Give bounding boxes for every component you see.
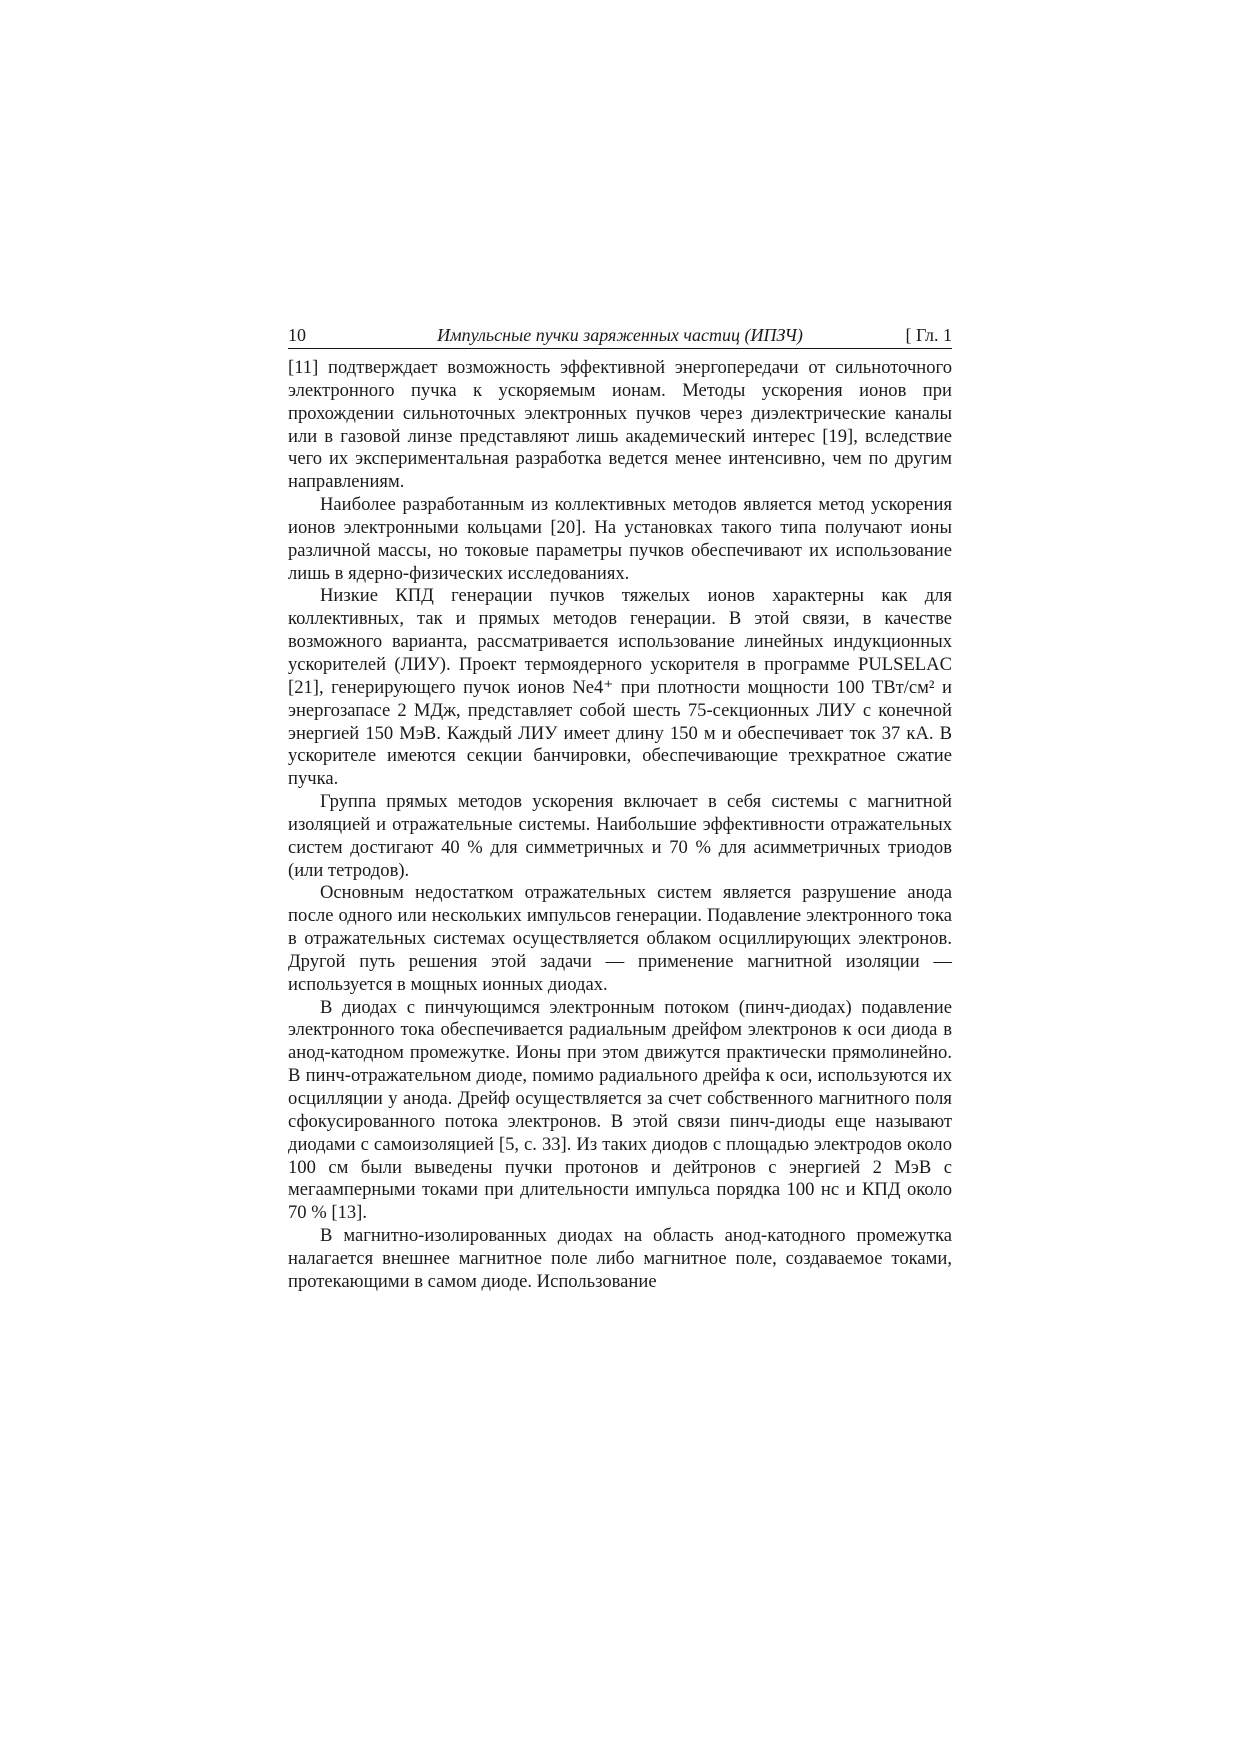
paragraph: Основным недостатком отражательных систем является разрушение анода после одного или нескольких импульсов генерации. Подавление электронного тока в отражательных системах осуществляется облаком осциллирующих электронов. Другой путь решения этой задачи — применение магнитной изоляции — используется в мощных ионных диодах. xyxy=(288,882,952,995)
page-number: 10 xyxy=(288,325,306,345)
paragraph: Наиболее разработанным из коллективных методов является метод ускорения ионов электронными кольцами [20]. На установках такого типа получают ионы различной массы, но токовые параметры пучков обеспечивают их использование лишь в ядерно-физических исследованиях. xyxy=(288,494,952,584)
body-text xyxy=(288,357,952,1294)
paragraph: В магнитно-изолированных диодах на область анод-катодного промежутка налагается внешнее магнитное поле либо магнитное поле, создаваемое токами, протекающими в самом диоде. Использование xyxy=(288,1225,952,1292)
running-title: Импульсные пучки заряженных частиц (ИПЗЧ) xyxy=(437,325,803,345)
running-header xyxy=(288,322,952,349)
paragraph: В диодах с пинчующимся электронным потоком (пинч-диодах) подавление электронного тока обеспечивается радиальным дрейфом электронов к оси диода в анод-катодном промежутке. Ионы при этом движутся практически прямолинейно. В пинч-отражательном диоде, помимо радиального дрейфа к оси, используются их осцилляции у анода. Дрейф осуществляется за счет собственного магнитного поля сфокусированного потока электронов. В этой связи пинч-диоды еще называют диодами с самоизоляцией [5, с. 33]. Из таких диодов с площадью электродов около 100 см были выведены пучки протонов и дейтронов с энергией 2 МэВ с мегаамперными токами при длительности импульса порядка 100 нс и КПД около 70 % [13]. xyxy=(288,996,952,1224)
book-page xyxy=(288,322,952,1294)
chapter-marker: [ Гл. 1 xyxy=(905,325,952,345)
paragraph: Группа прямых методов ускорения включает в себя системы с магнитной изоляцией и отражательные системы. Наибольшие эффективности отражательных систем достигают 40 % для симметричных и 70 % для асимметричных триодов (или тетродов). xyxy=(288,791,952,881)
paragraph: [11] подтверждает возможность эффективной энергопередачи от сильноточного электронного пучка к ускоряемым ионам. Методы ускорения ионов при прохождении сильноточных электронных пучков через диэлектрические каналы или в газовой линзе представляют лишь академический интерес [19], вследствие чего их экспериментальная разработка ведется менее интенсивно, чем по другим направлениям. xyxy=(288,357,952,493)
paragraph: Низкие КПД генерации пучков тяжелых ионов характерны как для коллективных, так и прямых методов генерации. В этой связи, в качестве возможного варианта, рассматривается использование линейных индукционных ускорителей (ЛИУ). Проект термоядерного ускорителя в программе PULSELAC [21], генерирующего пучок ионов Ne4⁺ при плотности мощности 100 ТВт/см² и энергозапасе 2 МДж, представляет собой шесть 75-секционных ЛИУ с конечной энергией 150 МэВ. Каждый ЛИУ имеет длину 150 м и обеспечивает ток 37 кА. В ускорителе имеются секции банчировки, обеспечивающие трехкратное сжатие пучка. xyxy=(288,585,952,790)
